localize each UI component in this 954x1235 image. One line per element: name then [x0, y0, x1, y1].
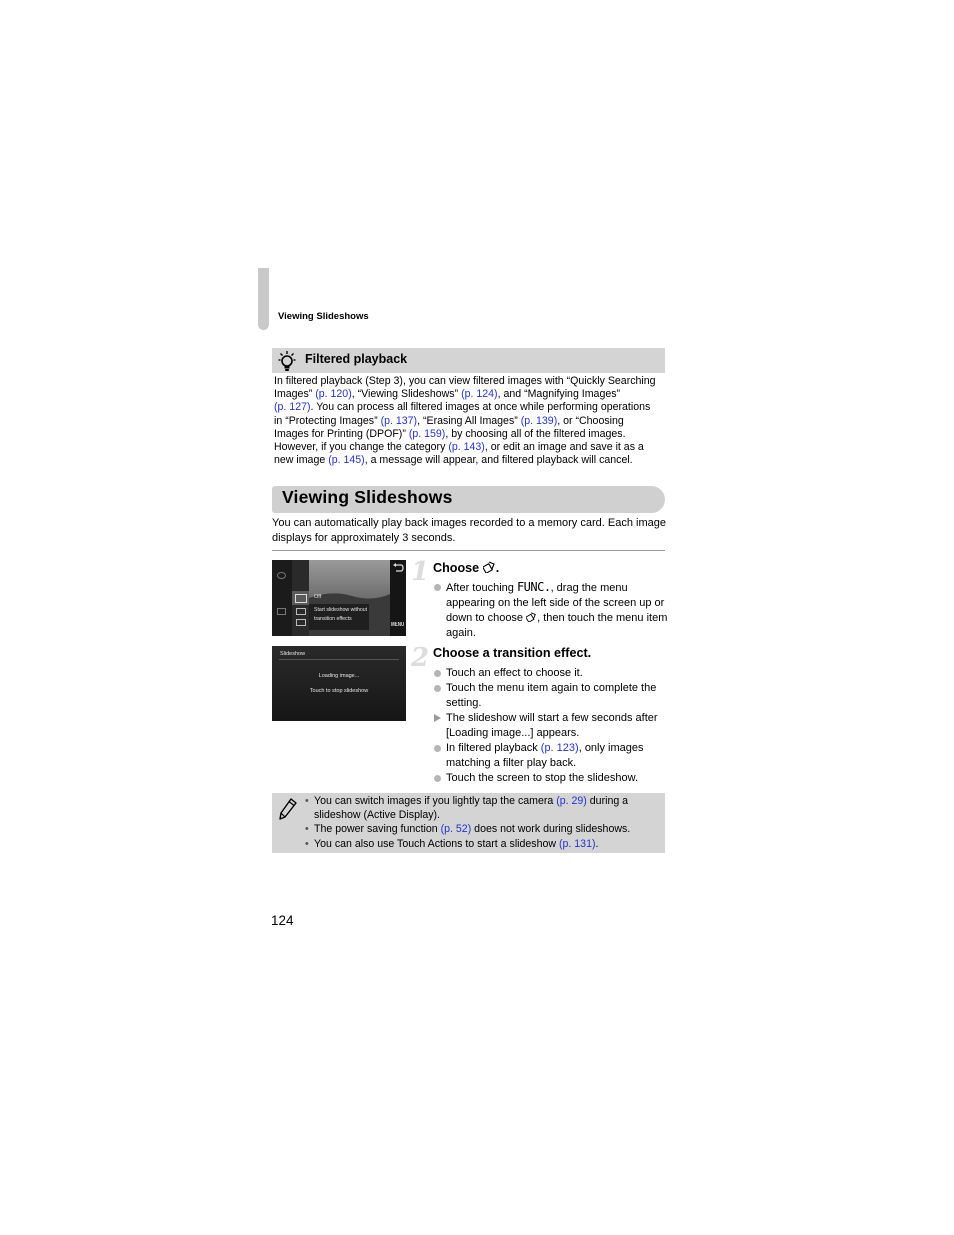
note-item — [305, 822, 655, 836]
bullet-dot-icon — [434, 775, 441, 782]
tip-title: Filtered playback — [305, 352, 408, 366]
text-run: , “Erasing All Images” — [417, 414, 521, 427]
text-run: , or “Choosing — [557, 414, 624, 427]
transition-off-icon[interactable] — [295, 594, 307, 603]
tip-line — [274, 401, 666, 414]
text-run: , by choosing all of the filtered images. — [445, 427, 626, 440]
step1-bullets — [433, 580, 668, 641]
page-reference-link[interactable]: (p. 145) — [328, 454, 365, 467]
bullet-item — [433, 741, 668, 771]
bullet-dot-icon — [434, 670, 441, 677]
option-description-line2: transition effects — [314, 616, 352, 622]
text-run: , then touch the menu item again. — [446, 612, 668, 639]
text-run: , a message will appear, and filtered playback will cancel. — [364, 454, 633, 467]
result-arrow-icon — [434, 714, 441, 722]
return-arrow-icon[interactable] — [392, 563, 404, 573]
text-run: After touching — [446, 582, 517, 594]
camera-screen-slideshow — [272, 646, 406, 721]
text-run: in “Protecting Images” — [274, 414, 381, 427]
step1-title — [433, 561, 499, 575]
text-run: . — [595, 837, 599, 850]
page-reference-link[interactable]: (p. 123) — [540, 742, 579, 754]
pencil-icon — [278, 797, 298, 821]
bullet-item — [433, 666, 668, 681]
text-run: The slideshow will start a few seconds after [Loading image...] appears. — [446, 712, 658, 739]
bullet-dot-icon — [434, 685, 441, 692]
screen-title: Slideshow — [280, 651, 306, 657]
note-item — [305, 837, 655, 851]
page-reference-link[interactable]: (p. 159) — [408, 427, 446, 440]
text-run: Touch the menu item again to complete the setting. — [446, 682, 657, 709]
text-run: You can switch images if you lightly tap the camera — [314, 795, 557, 807]
menu-item-icon — [296, 619, 306, 626]
text-run: Images for Printing (DPOF)” — [274, 427, 409, 440]
bullet-dot-icon — [434, 584, 441, 591]
transition-icon — [526, 612, 537, 622]
note-list — [305, 794, 655, 851]
page-reference-link[interactable]: (p. 52) — [440, 823, 472, 836]
menu-item-icon — [296, 608, 306, 615]
page-reference-link[interactable]: (p. 131) — [558, 837, 596, 850]
divider — [272, 550, 665, 551]
bullet-item — [433, 771, 668, 786]
step1-title-suffix: . — [495, 561, 500, 575]
option-label: Off — [314, 594, 322, 600]
page-reference-link[interactable]: (p. 139) — [520, 414, 558, 427]
step-number: 2 — [411, 643, 430, 673]
menu-item-icon — [277, 572, 286, 579]
step1-title-prefix: Choose — [433, 561, 483, 575]
text-run: , drag the menu appearing on the left side of the screen up or down to choose — [446, 582, 665, 624]
page-reference-link[interactable]: (p. 29) — [556, 795, 587, 807]
page-reference-link[interactable]: (p. 137) — [380, 414, 418, 427]
func-button-label: FUNC. — [516, 580, 551, 594]
tip-line — [274, 388, 666, 401]
screen-title-underline — [279, 659, 399, 660]
bullet-item — [433, 580, 668, 641]
text-run: However, if you change the category — [274, 441, 449, 454]
text-run: Images” — [274, 388, 316, 401]
step-number: 1 — [411, 557, 430, 587]
tip-line — [274, 454, 666, 467]
text-run: You can also use Touch Actions to start a slideshow — [314, 837, 559, 850]
text-run: , only images matching a filter play back. — [446, 742, 644, 769]
transition-icon — [483, 561, 496, 573]
text-run: Touch the screen to stop the slideshow. — [446, 772, 639, 784]
text-run: , or edit an image and save it as a — [484, 441, 644, 454]
page-number: 124 — [271, 913, 294, 928]
loading-message: Loading image... — [318, 673, 360, 679]
page-reference-link[interactable]: (p. 124) — [461, 388, 498, 401]
text-run: new image — [274, 454, 329, 467]
bullet-dot-icon: • — [305, 837, 309, 850]
text-run: In filtered playback (Step 3), you can view filtered images with “Quickly Searching — [274, 375, 656, 387]
step2-title: Choose a transition effect. — [433, 646, 592, 660]
running-header: Viewing Slideshows — [278, 311, 369, 322]
text-run: during a slideshow (Active Display). — [314, 795, 629, 822]
tip-line — [274, 428, 666, 441]
section-intro: You can automatically play back images recorded to a memory card. Each image displays for approximately 3 seconds. — [272, 517, 666, 544]
text-run: , “Viewing Slideshows” — [351, 388, 462, 401]
option-description-line1: Start slideshow without — [314, 607, 368, 613]
tip-body — [274, 375, 666, 467]
tip-line — [274, 375, 666, 388]
section-title: Viewing Slideshows — [282, 487, 453, 507]
bullet-dot-icon — [434, 745, 441, 752]
page-reference-link[interactable]: (p. 127) — [274, 401, 311, 414]
text-run: , and “Magnifying Images” — [497, 388, 621, 401]
text-run: The power saving function — [314, 823, 441, 836]
camera-screen-func-menu — [272, 560, 406, 636]
bullet-dot-icon: • — [305, 795, 309, 807]
bullet-dot-icon: • — [305, 823, 309, 836]
result-item — [433, 711, 668, 741]
tip-line — [274, 415, 666, 428]
text-run: does not work during slideshows. — [471, 823, 631, 836]
text-run: Touch an effect to choose it. — [446, 667, 583, 679]
note-item — [305, 794, 655, 822]
text-run: In filtered playback — [446, 742, 541, 754]
bullet-item — [433, 681, 668, 711]
lightbulb-icon — [278, 350, 296, 372]
menu-item-icon — [277, 608, 286, 615]
chapter-side-tab — [258, 268, 269, 330]
page-reference-link[interactable]: (p. 143) — [448, 441, 485, 454]
text-run: . You can process all filtered images at once while performing operations — [310, 401, 651, 414]
page-reference-link[interactable]: (p. 120) — [315, 388, 352, 401]
tip-line — [274, 441, 666, 454]
menu-button[interactable]: MENU — [391, 622, 405, 628]
step2-bullets — [433, 666, 668, 786]
stop-hint: Touch to stop slideshow — [309, 688, 369, 694]
